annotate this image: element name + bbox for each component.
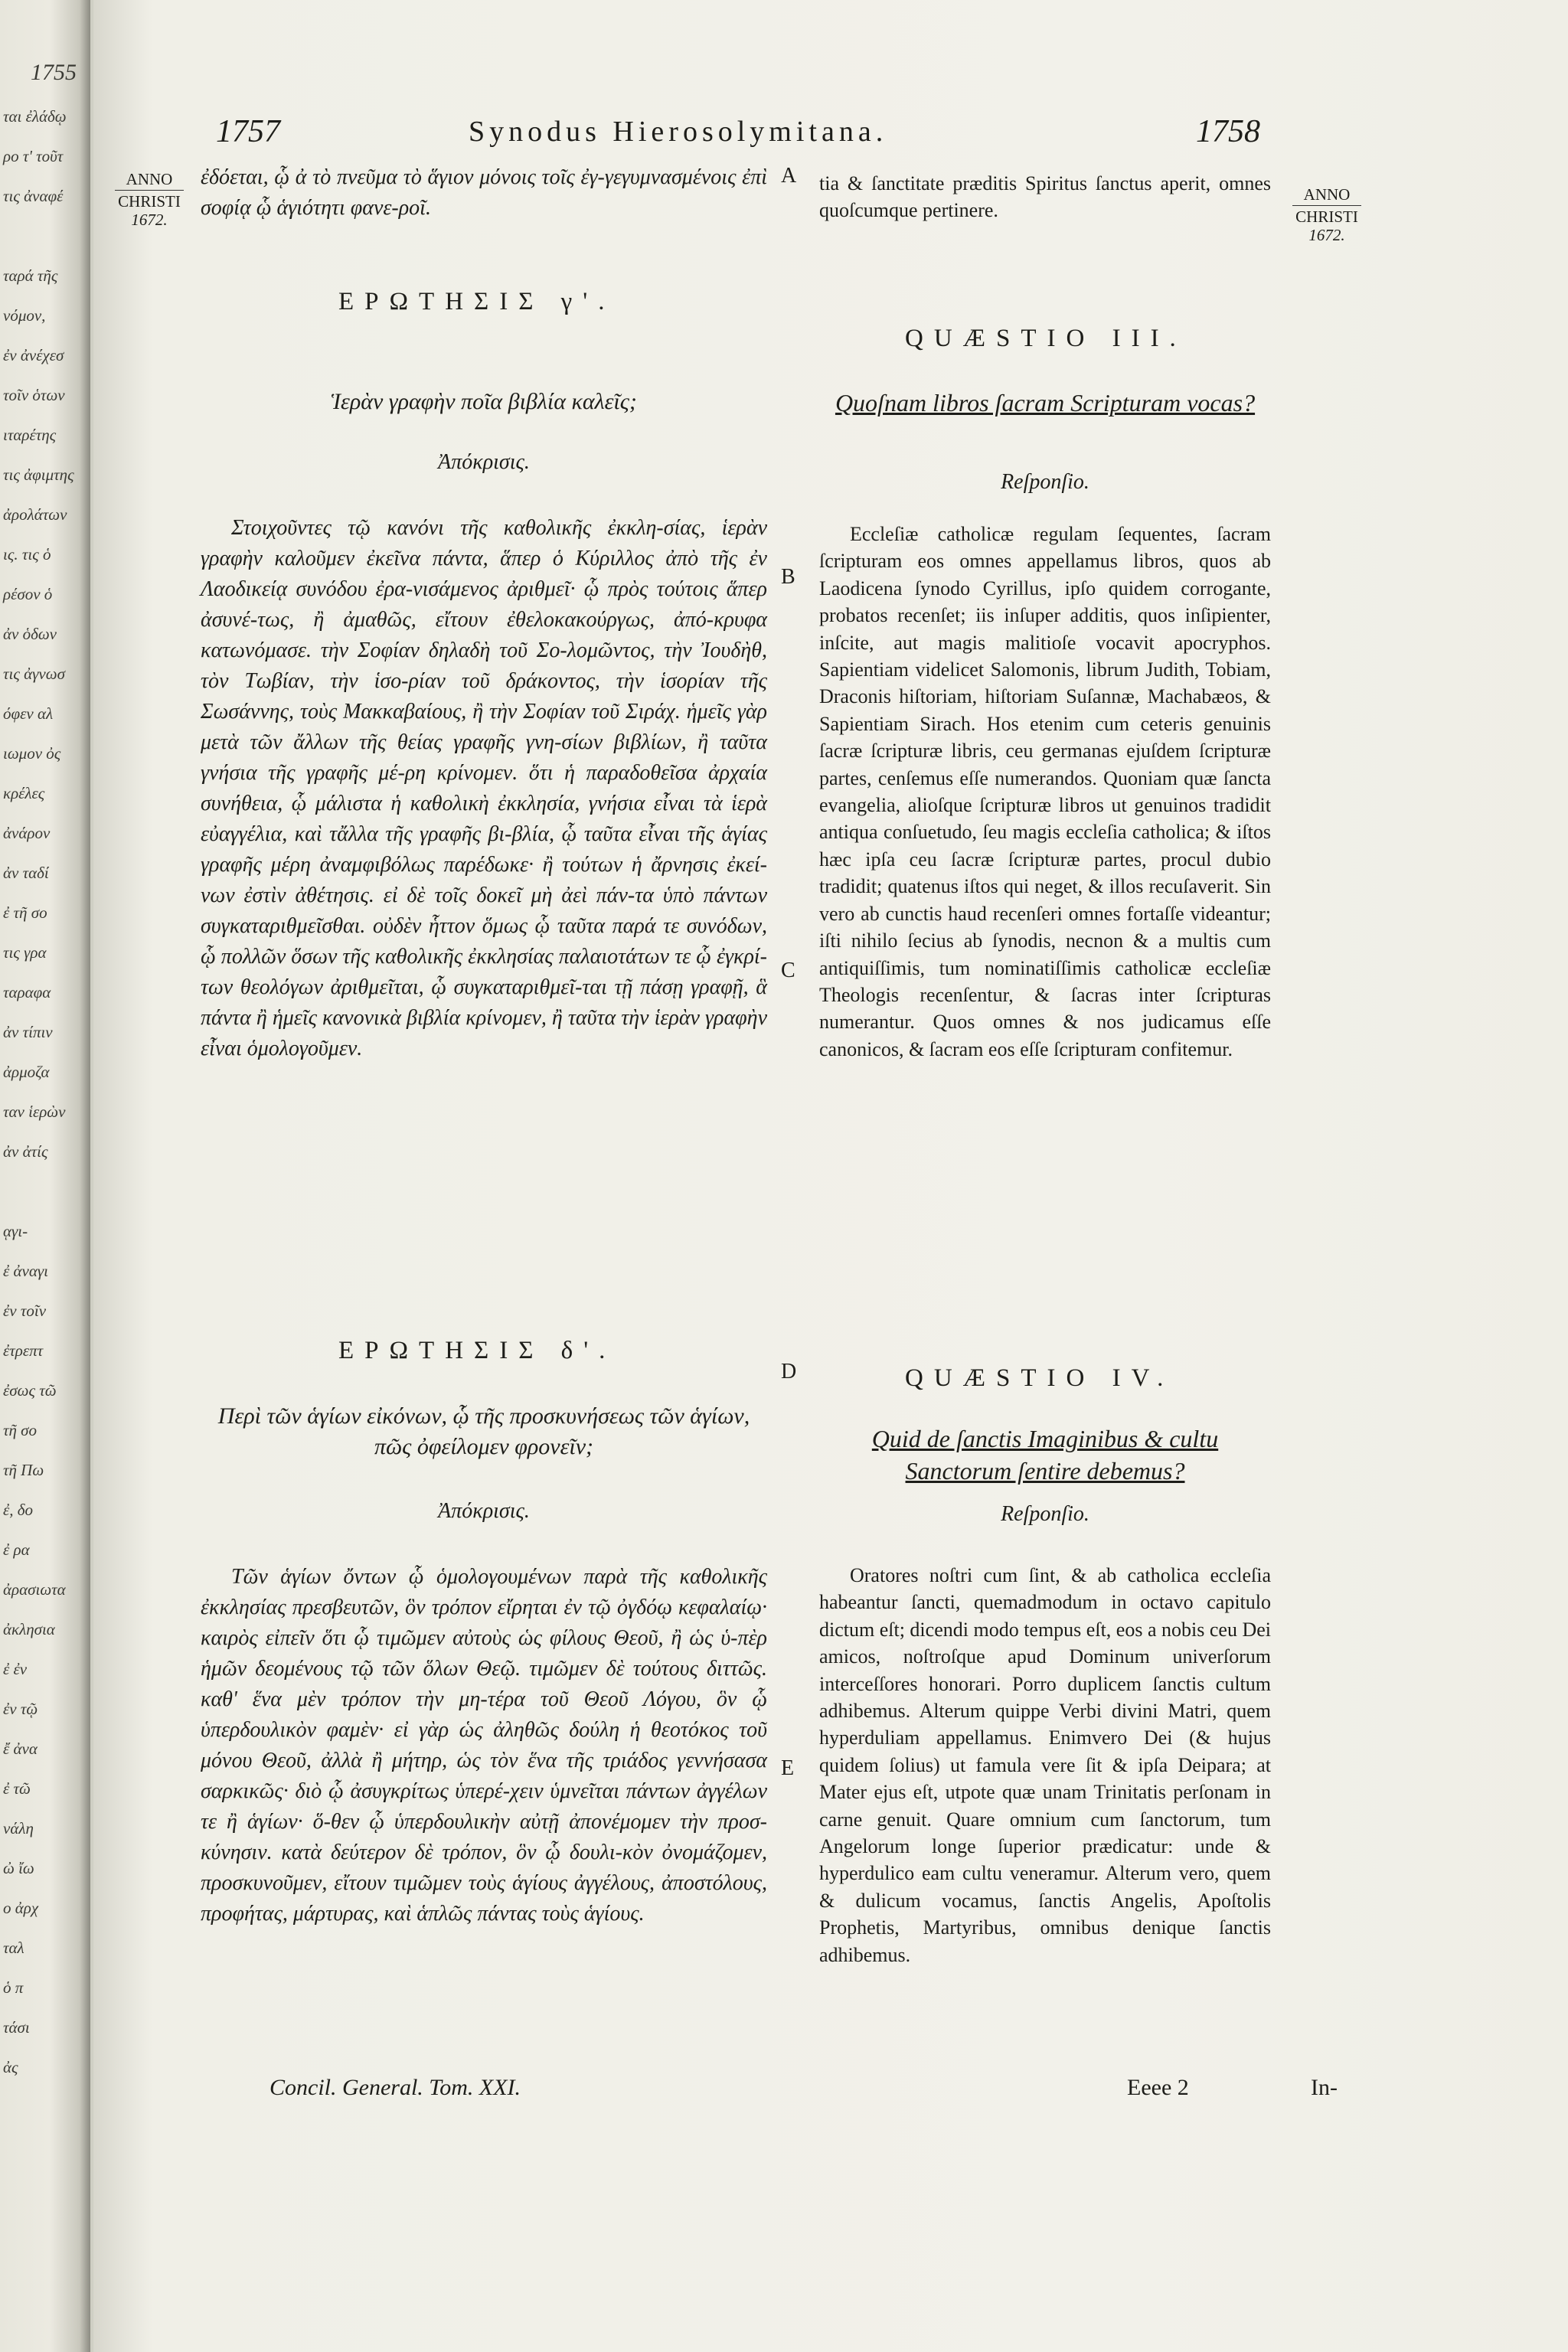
gutter-fragment: ἐ, δο [3,1501,34,1519]
section-letter-b: B [781,565,795,589]
gutter-fragment: τάσι [3,2018,30,2037]
gutter-fragment: τις ἀναφέ [3,187,64,205]
margin-right-line2: CHRISTI [1295,207,1358,226]
running-head [93,113,1568,167]
latin-q3-heading: QUÆSTIO III. [905,325,1187,352]
footer-signature: Eeee 2 [1127,2075,1189,2100]
gutter-fragment: όφεν αλ [3,704,54,723]
latin-q3-body [819,521,1271,1063]
gutter-fragment: τῆ σο [3,1421,38,1439]
gutter-fragment: ἔ ἀνα [3,1740,38,1758]
gutter-fragment: ἀρασιωτα [3,1580,66,1599]
latin-q4-heading: QUÆSTIO IV. [905,1364,1174,1392]
book-page [93,0,1568,2352]
gutter-fragment: ἀκλησια [3,1620,55,1638]
gutter-fragment: ἐν τοῖν [3,1302,47,1320]
greek-q4-title: Περὶ τῶν ἁγίων εἰκόνων, ᾧ τῆς προσκυνήσεως τῶν ἁγίων, πῶς ὀφείλομεν φρονεῖν; [217,1403,750,1459]
greek-q3-text: Στοιχοῦντες τῷ κανόνι τῆς καθολικῆς ἐκκλη-σίας, ἱερὰν γραφὴν καλοῦμεν ἐκεῖνα πάντα, ἅπερ ὁ Κύριλλος ἀπὸ τῆς ἐν Λαοδικείᾳ συνόδου ἐρα-νισάμενος ἀριθμεῖ· ᾧ πρὸς τούτοις ἅπερ ἀσυνέ-τως, ἢ ἀμαθῶς, εἴτουν ἐθελοκακούργως, ἀπό-κρυφα κατωνόμασε. τὴν Σοφίαν δηλαδὴ τοῦ Σο-λομῶντος, τὴν Ἰουδὴθ, τὸν Τωβίαν, τὴν ἱσο-ρίαν τοῦ δράκοντος, τὴν ἱσορίαν τῆς Σωσάννης, τοὺς Μακκαβαίους, ἢ τὴν Σοφίαν τοῦ Σιράχ. ἡμεῖς γὰρ μετὰ τῶν ἄλλων τῆς θείας γραφῆς γνη-σίων βιβλίων, ἢ ταῦτα γνήσια τῆς γραφῆς μέ-ρη κρίνομεν. ὅτι ἡ παραδοθεῖσα ἀρχαία συνήθεια, ᾧ μάλιστα ἡ καθολικὴ ἐκκλησία, γνήσια εἶναι τὰ ἱερὰ εὐαγγέλια, καὶ τἄλλα τῆς γραφῆς βι-βλία, ᾧ ταῦτα εἶναι τῆς ἁγίας γραφῆς μέρη ἀναμφιβόλως παρέδωκε· ἢ τούτων ἡ ἄρνησις ἐκεί-νων ἐστὶν ἀθέτησις. εἰ δὲ τοῖς δοκεῖ μὴ ἀεὶ πάν-τα ὑπὸ πάντων συγκαταριθμεῖσθαι. οὐδὲν ἧττον ὅμως ᾧ ταῦτα παρά τε συνόδων, ᾧ πολλῶν ὅσων τῆς καθολικῆς ἐκκλησίας παλαιοτάτων τε ᾧ ἐγκρί-των θεολόγων ἀριθμεῖται, ᾧ συγκαταριθμεῖ-ται τῇ πάσῃ γραφῇ, ἃ πάντα ἢ ἡμεῖς κανονικὰ βιβλία κρίνομεν, ἢ ταῦτα τὴν ἱερὰν γραφὴν εἶναι ὁμολογοῦμεν. [201,516,767,1060]
gutter-fragment: τις ἀφιμτης [3,466,74,484]
gutter-fragment: ἐσως τῶ [3,1381,57,1400]
gutter-fragment: κρέλες [3,784,45,802]
gutter-fragment: ἐν ἀνέχεσ [3,346,64,364]
latin-q4-body [819,1562,1271,1968]
section-letter-e: E [781,1756,795,1780]
greek-q4-response-label: Ἀπόκρισις. [438,1499,530,1523]
right-page-number: 1758 [1196,114,1260,149]
gutter-fragment: τις ἀγνωσ [3,665,65,683]
greek-q3-heading: ΕΡΩΤΗΣΙΣ γ'. [338,288,616,315]
footer-volume-label: Concil. General. Tom. XXI. [270,2075,521,2100]
gutter-fragment: ἐ τῆ σο [3,903,47,922]
margin-right-line1: ANNO [1303,185,1351,204]
margin-left-line3: 1672. [131,211,168,229]
gutter-fragment: τοῖν ὁτων [3,386,65,404]
gutter-fragment: ὠ ἴω [3,1859,34,1877]
greek-q3-title: Ἱερὰν γραφὴν ποῖα βιβλία καλεῖς; [331,389,637,414]
previous-page-gutter [0,0,90,2352]
gutter-fragment: ταρά τῆς [3,266,58,285]
gutter-fragment: ἀνάρον [3,824,51,842]
gutter-fragment: ἀρολάτων [3,505,67,524]
gutter-fragment: ις. τις ὁ [3,545,51,564]
gutter-fragment: τῆ Πω [3,1461,44,1479]
greek-q4-heading: ΕΡΩΤΗΣΙΣ δ'. [338,1337,616,1364]
margin-year-right [1277,185,1377,244]
margin-right-line3: 1672. [1308,226,1345,244]
greek-q4-body [201,1562,767,1929]
section-letter-a: A [781,164,797,188]
footer-catchword: In- [1311,2075,1338,2100]
gutter-fragment: ἀν ταδί [3,864,49,882]
gutter-page-number: 1755 [31,60,77,85]
latin-q4-text: Oratores noſtri cum ſint, & ab catholica eccleſia habeantur ſancti, quemadmodum in octavo capitulo dictum eſt; dicendi modo tempus eſt, eos a nobis ceu Dei amicos, noſtroſque apud Dominum univerſorum interceſſores honorari. Porro duplicem ſanctis cultum adhibemus. Alterum quippe Verbi divini Matri, quem hyperduliam appellamus. Enimvero Dei (& hujus quidem ſolius) ut famula vere ſit & ipſa Deipara; at Mater ejus eſt, utpote quæ unam Trinitatis perſonam in carne genuit. Quare omnium cum ſanctorum, tum Angelorum longe ſuperior prædicatur: unde & hyperdulico eam cultu veneramur. Alterum vero, quem & dulicum vocamus, ſanctis Angelis, Apoſtolis Prophetis, Martyribus, omnibus denique ſanctis adhibemus. [819,1564,1271,1966]
gutter-fragment: ὁ π [3,1978,24,1997]
gutter-fragment: ταραφα [3,983,51,1001]
gutter-fragment: ἐ ἐν [3,1660,28,1678]
margin-left-line1: ANNO [126,170,173,188]
gutter-fragment: ἐ τῶ [3,1779,31,1798]
gutter-fragment: τις γρα [3,943,47,962]
latin-q4-response-label: Reſponſio. [1001,1502,1089,1526]
gutter-fragment: ρέσον ὁ [3,585,53,603]
gutter-fragment: ιωμον ὀς [3,744,61,763]
gutter-fragment: ταλ [3,1939,24,1957]
gutter-fragment: ἀν τίπιν [3,1023,53,1041]
gutter-fragment: ταν ἱερὼν [3,1102,66,1121]
greek-q3-response-label: Ἀπόκρισις. [438,450,530,474]
margin-left-line2: CHRISTI [118,192,181,211]
gutter-fragment: ἐ ἀναγι [3,1262,49,1280]
gutter-fragment: ἀρμοζα [3,1063,50,1081]
gutter-fragment: ται ἐλάδῳ [3,107,67,126]
greek-q3-body [201,513,767,1064]
section-letter-c: C [781,959,795,982]
gutter-fragment: ἀς [3,2058,18,2076]
gutter-fragment: ο ἀρχ [3,1899,39,1917]
greek-intro: ἐδόεται, ᾧ ἀ τὸ πνεῦμα τὸ ἅγιον μόνοις τοῖς ἐγ-γεγυμνασμένοις ἐπὶ σοφίᾳ ᾧ ἁγιότητι φανε-ροῖ. [201,165,767,220]
gutter-fragment: νάλη [3,1819,34,1838]
gutter-fragment: ἀν ὁδων [3,625,57,643]
latin-q3-title: Quoſnam libros ſacram Scripturam vocas? [835,389,1256,416]
gutter-fragment: ιταρέτης [3,426,57,444]
greek-q4-text: Τῶν ἁγίων ὄντων ᾧ ὁμολογουμένων παρὰ τῆς καθολικῆς ἐκκλησίας πρεσβευτῶν, ὃν τρόπον εἴρηται ἐν τῷ ὀγδόῳ κεφαλαίῳ· καιρὸς εἰπεῖν ὅτι ᾧ τιμῶμεν αὐτοὺς ὡς φίλους Θεοῦ, ἢ ὡς ὑ-πὲρ ἡμῶν δεομένους τῷ τῶν ὅλων Θεῷ. τιμῶμεν δὲ τούτους διττῶς. καθ' ἕνα μὲν τρόπον τὴν μη-τέρα τοῦ Θεοῦ Λόγου, ὃν ᾧ ὑπερδουλικὸν φαμὲν· εἰ γὰρ ὡς ἀληθῶς δούλη ἡ θεοτόκος τοῦ μόνου Θεοῦ, ἀλλὰ ἢ μήτηρ, ὡς τὸν ἕνα τῆς τριάδος γεννήσασα σαρκικῶς· διὸ ᾧ ἀσυγκρίτως ὑπερέ-χειν ὑμνεῖται πάντων ἀγγέλων τε ἢ ἁγίων· ὅ-θεν ᾧ ὑπερδουλικὴν αὐτῇ ἀπονέμομεν τὴν προσ-κύνησιν. κατὰ δεύτερον δὲ τρόπον, ὃν ᾧ δουλι-κὸν ὀνομάζομεν, προσκυνοῦμεν, εἴτουν τιμῶμεν τοὺς ἁγίους ἀγγέλους, ἀποστόλους, προφήτας, μάρτυρας, καὶ ἁπλῶς πάντας τοὺς ἁγίους. [201,1565,767,1926]
gutter-fragment: ἐτρεπτ [3,1341,44,1360]
gutter-fragment: ρο τ' τοῦτ [3,147,64,165]
running-title: Synodus Hierosolymitana. [469,116,888,148]
latin-intro: tia & ſanctitate præditis Spiritus ſanctus aperit, omnes quoſcumque pertinere. [819,172,1271,222]
margin-year-left [100,170,199,229]
gutter-fragment: ἐ ρα [3,1540,30,1559]
left-page-number: 1757 [216,114,280,149]
gutter-fragment: ἐν τῷ [3,1700,38,1718]
gutter-fragment: νόμον, [3,306,46,325]
latin-q3-response-label: Reſponſio. [1001,470,1089,494]
latin-q3-text: Eccleſiæ catholicæ regulam ſequentes, ſacram ſcripturam eos omnes appellamus libros, quos ab Laodicena ſynodo Cyrillus, ipſo quidem corrogante, probatos recenſet; iis inſuper additis, quos inſipienter, inſcite, aut magis malitioſe vocavit apocryphos. Sapientiam videlicet Salomonis, librum Judith, Tobiam, Draconis hiſtoriam, hiſtoriam Suſannæ, Machabæos, & Sapientiam Sirach. Hos etenim cum ceteris genuinis ſacræ ſcripturæ libris, ceu germanas ejuſdem ſcripturæ partes, cenſemus eſſe numerandos. Quoniam quæ ſancta evangelia, alioſque ſcripturæ libros ut genuinos tradidit antiqua conſuetudo, ſeu magis eccleſia catholica; & iſtos hæc ipſa ceu ſacræ ſcripturæ partes, procul dubio tradidit; quatenus iſtos qui neget, & illos recuſaverit. Sin vero ab cunctis haud recenſeri omnes fortaſſe videantur; iſti nihilo ſecius ab ſynodis, necnon & a multis cum antiquiſſimis, tum nominatiſſimis catholicæ eccleſiæ Theologis recenſentur, & ſacras inter ſcripturas numerantur. Quos omnes & nos judicamus eſſe canonicos, & ſacram eos eſſe ſcripturam confitemur. [819,523,1271,1060]
latin-q4-title: Quid de ſanctis Imaginibus & cultu Sanctorum ſentire debemus? [871,1425,1219,1485]
section-letter-d: D [781,1360,797,1383]
gutter-fragment: ἀν ἀτίς [3,1142,48,1161]
gutter-fragment: ᾳγι- [3,1222,28,1240]
